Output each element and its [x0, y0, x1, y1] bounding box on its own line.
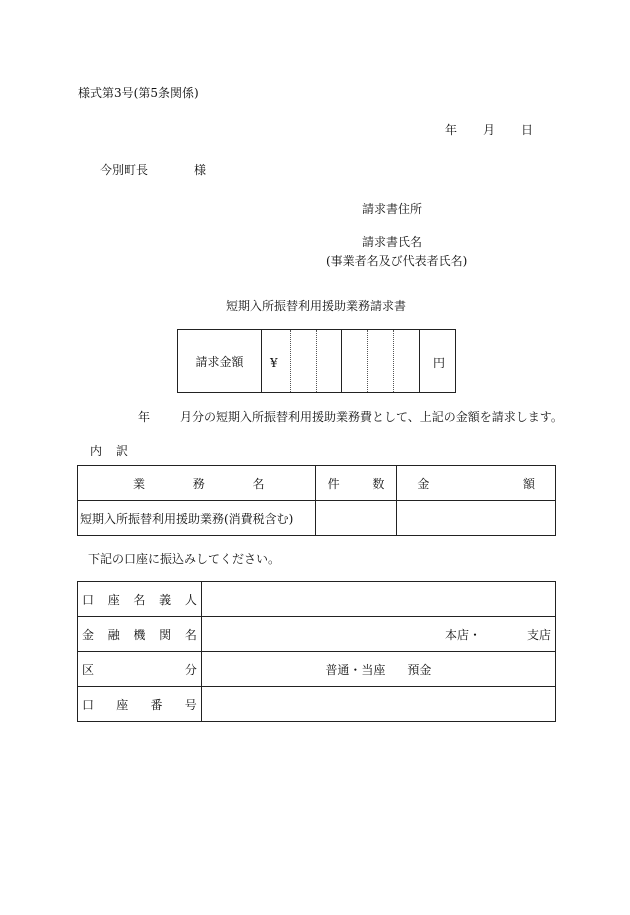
addressee-name: 今別町長: [100, 163, 149, 177]
institution-value[interactable]: [201, 617, 555, 652]
requester-name-label: 請求書氏名: [362, 235, 423, 249]
addressee-honorific: 様: [194, 163, 207, 177]
type-label: 区 分: [78, 652, 202, 687]
claim-year: 年: [138, 410, 151, 424]
date-year: 年: [445, 123, 458, 137]
bank-row-institution: [78, 617, 556, 652]
digit-group-divider: [419, 330, 420, 392]
bank-row-number: [78, 687, 556, 722]
number-value[interactable]: [201, 687, 555, 722]
amount-label: 請求金額: [178, 330, 262, 392]
requester-address-label: 請求書住所: [362, 202, 423, 216]
claim-text: 月分の短期入所振替利用援助業務費として、上記の金額を請求します。: [180, 410, 563, 424]
breakdown-heading: 内 訳: [90, 444, 129, 458]
date-day: 日: [521, 123, 534, 137]
row-amount[interactable]: [397, 501, 556, 536]
bank-row-type: [78, 652, 556, 687]
header-business-name: 業 務 名: [78, 466, 316, 501]
amount-box: [177, 329, 456, 393]
table-row: [78, 501, 556, 536]
yen-unit: 円: [433, 356, 446, 370]
bank-account-table: [77, 581, 556, 722]
type-suffix: 預金: [407, 662, 432, 677]
digit-divider: [290, 330, 291, 392]
row-business-name: 短期入所振替利用援助業務(消費税含む): [78, 501, 316, 536]
row-count[interactable]: [315, 501, 397, 536]
yen-symbol: ¥: [270, 356, 278, 370]
header-amount: 金 額: [397, 466, 556, 501]
institution-label: 金 融 機 関 名: [78, 617, 202, 652]
digit-divider: [316, 330, 317, 392]
addressee: [100, 164, 206, 176]
number-label: 口 座 番 号: [78, 687, 202, 722]
breakdown-table: [77, 465, 556, 536]
holder-label: 口 座 名 義 人: [78, 582, 202, 617]
claim-sentence: [138, 411, 563, 423]
breakdown-header-row: [78, 466, 556, 501]
digit-divider: [367, 330, 368, 392]
type-options: 普通・当座: [325, 662, 386, 677]
document-title: 短期入所振替利用援助業務請求書: [226, 299, 407, 313]
institution-head: 本店・: [444, 627, 481, 642]
digit-group-divider: [341, 330, 342, 392]
transfer-note: 下記の口座に振込みしてください。: [88, 552, 281, 566]
form-number: 様式第3号(第5条関係): [78, 86, 199, 100]
date-line: [445, 124, 533, 136]
bank-row-holder: [78, 582, 556, 617]
digit-divider: [393, 330, 394, 392]
holder-value[interactable]: [201, 582, 555, 617]
header-count: 件 数: [315, 466, 397, 501]
date-month: 月: [483, 123, 496, 137]
type-value[interactable]: [201, 652, 555, 687]
institution-branch: 支店: [526, 627, 551, 642]
requester-name-note: (事業者名及び代表者氏名): [326, 254, 468, 268]
